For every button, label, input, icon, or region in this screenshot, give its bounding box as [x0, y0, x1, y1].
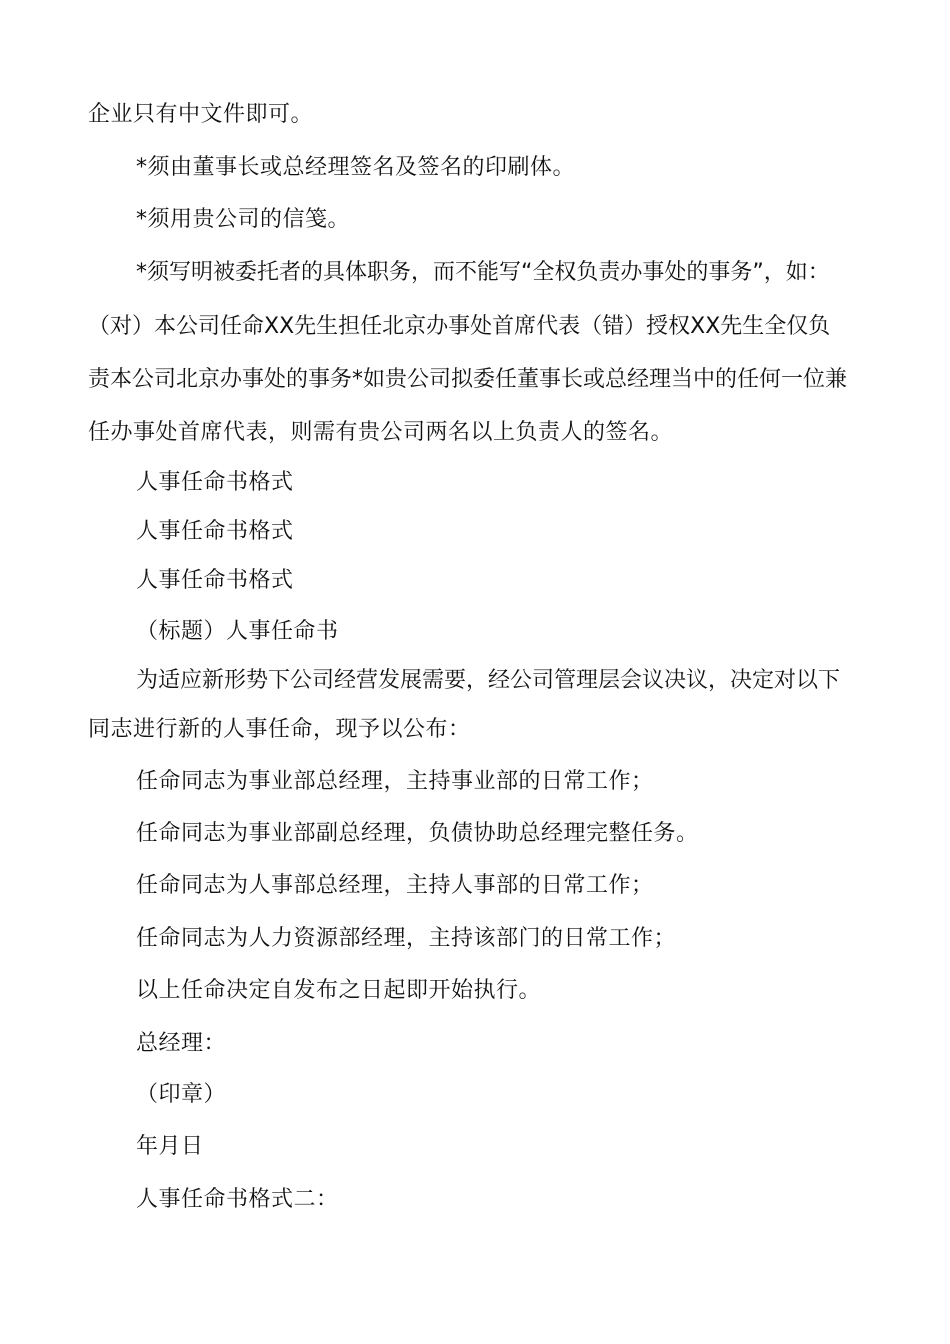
section-heading: 人事任命书格式 — [136, 568, 294, 593]
paragraph-line: （对）本公司任命XX先生担任北京办事处首席代表（错）授权XX先生全仅负 — [88, 314, 831, 339]
section-heading: 人事任命书格式 — [136, 519, 294, 544]
paragraph-line: 任办事处首席代表，则需有贵公司两名以上负责人的签名。 — [88, 420, 674, 445]
appointment-item: 任命同志为事业部副总经理，负债协助总经理完整任务。 — [136, 821, 699, 846]
paragraph-line: 企业只有中文件即可。 — [88, 102, 314, 127]
date-line: 年月日 — [136, 1134, 204, 1159]
paragraph-line: 责本公司北京办事处的事务*如贵公司拟委任董事长或总经理当中的任何一位兼 — [88, 367, 848, 392]
paragraph-line: 为适应新形势下公司经营发展需要，经公司管理层会议决议，决定对以下 — [136, 668, 841, 693]
appointment-item: 任命同志为人力资源部经理，主持该部门的日常工作； — [136, 926, 677, 951]
paragraph-line: 同志进行新的人事任命，现予以公布： — [88, 717, 471, 742]
appointment-item: 任命同志为人事部总经理，主持人事部的日常工作； — [136, 873, 654, 898]
appointment-item: 任命同志为事业部总经理，主持事业部的日常工作； — [136, 769, 654, 794]
document-title-line: （标题）人事任命书 — [136, 619, 339, 644]
section-heading: 人事任命书格式 — [136, 470, 294, 495]
paragraph-line: *须由董事长或总经理签名及签名的印刷体。 — [136, 155, 576, 180]
paragraph-line: *须用贵公司的信笺。 — [136, 207, 351, 232]
seal-placeholder: （印章） — [136, 1082, 227, 1107]
paragraph-line: 以上任命决定自发布之日起即开始执行。 — [136, 978, 542, 1003]
signature-label: 总经理： — [136, 1031, 227, 1056]
paragraph-line: *须写明被委托者的具体职务，而不能写“全权负责办事处的事务”，如： — [136, 260, 830, 285]
section-heading: 人事任命书格式二： — [136, 1187, 339, 1212]
